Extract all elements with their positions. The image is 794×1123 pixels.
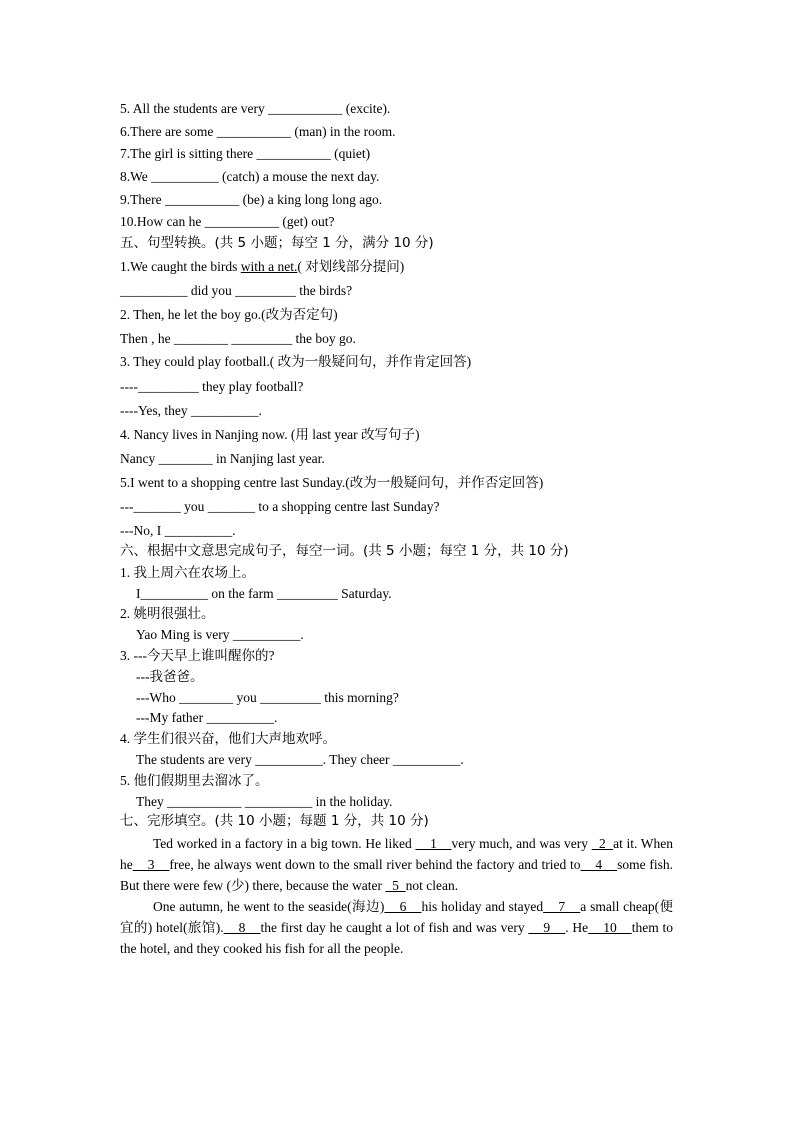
transform-item-5: 5.I went to a shopping centre last Sunday.(改为一般疑问句，并作否定回答) xyxy=(120,475,544,490)
translate-item-1-chinese: 1. 我上周六在农场上。 xyxy=(120,565,255,580)
transform-item-4-answer: Nancy ________ in Nanjing last year. xyxy=(120,451,325,466)
cloze-text: very much, and was very xyxy=(451,836,592,851)
cloze-text: his holiday and stayed xyxy=(421,899,544,914)
translate-item-3-chinese: 3. ---今天早上谁叫醒你的? xyxy=(120,648,275,663)
translate-item-2-english: Yao Ming is very __________. xyxy=(136,627,304,642)
cloze-passage xyxy=(120,833,673,959)
transform-item-3: 3. They could play football.( 改为一般疑问句，并作肯定回答) xyxy=(120,354,472,369)
cloze-text: One autumn, he went to the seaside(海边) xyxy=(153,899,385,914)
translate-item-4-chinese: 4. 学生们很兴奋，他们大声地欢呼。 xyxy=(120,731,336,746)
cloze-blank-4: 4 xyxy=(580,857,618,872)
cloze-text: not clean. xyxy=(405,878,459,893)
translate-item-1-english: I__________ on the farm _________ Saturday. xyxy=(136,586,392,601)
cloze-blank-10: 10 xyxy=(588,920,632,935)
cloze-text: . He xyxy=(565,920,589,935)
section-7-heading: 七、完形填空。(共 10 小题；每题 1 分，共 10 分) xyxy=(120,813,429,829)
transform-item-1-text: 1.We caught the birds xyxy=(120,259,241,274)
underlined-phrase: with a net. xyxy=(240,259,298,274)
cloze-text: free, he always went down to the small river behind the factory and tried to xyxy=(169,857,581,872)
fill-in-item-10: 10.How can he ___________ (get) out? xyxy=(120,214,335,229)
transform-item-1 xyxy=(120,258,404,276)
cloze-text: the first day he caught a lot of fish and was very xyxy=(260,920,529,935)
cloze-blank-2: 2 xyxy=(591,836,614,851)
transform-item-5-question: ---_______ you _______ to a shopping centre last Sunday? xyxy=(120,499,440,514)
transform-item-3-question: ----_________ they play football? xyxy=(120,379,304,394)
translate-item-5-chinese: 5. 他们假期里去溜冰了。 xyxy=(120,773,269,788)
translate-item-3-english: ---Who ________ you _________ this morning? xyxy=(136,690,399,705)
transform-item-2: 2. Then, he let the boy go.(改为否定句) xyxy=(120,307,338,322)
transform-item-4: 4. Nancy lives in Nanjing now. (用 last year 改写句子) xyxy=(120,427,420,442)
translate-item-2-chinese: 2. 姚明很强壮。 xyxy=(120,606,215,621)
cloze-text: at it. When he xyxy=(120,836,674,872)
translate-item-3-chinese-reply: ---我爸爸。 xyxy=(136,669,204,684)
cloze-text: Ted worked in a factory in a big town. He liked xyxy=(153,836,416,851)
transform-item-2-answer: Then , he ________ _________ the boy go. xyxy=(120,331,356,346)
section-6-heading: 六、根据中文意思完成句子，每空一词。(共 5 小题；每空 1 分，共 10 分) xyxy=(120,543,569,559)
cloze-blank-8: 8 xyxy=(223,920,261,935)
fill-in-item-7: 7.The girl is sitting there ___________ (quiet) xyxy=(120,146,371,161)
translate-item-4-english: The students are very __________. They cheer __________. xyxy=(136,752,464,767)
fill-in-item-9: 9.There ___________ (be) a king long long ago. xyxy=(120,192,383,207)
cloze-blank-9: 9 xyxy=(528,920,566,935)
fill-in-item-5: 5. All the students are very ___________ (excite). xyxy=(120,101,391,116)
cloze-blank-5: 5 xyxy=(385,878,406,893)
cloze-paragraph-2 xyxy=(120,896,673,959)
cloze-text: a small cheap(便宜的) hotel(旅馆). xyxy=(120,899,674,935)
translate-item-5-english: They ___________ __________ in the holiday. xyxy=(136,794,393,809)
cloze-text: some fish. But there were few (少) there, because the water xyxy=(120,857,673,893)
section-5-heading: 五、句型转换。(共 5 小题；每空 1 分，满分 10 分) xyxy=(120,235,434,251)
transform-item-1-instruction: ( 对划线部分提问) xyxy=(297,259,405,274)
translate-item-3-english-reply: ---My father __________. xyxy=(136,710,278,725)
cloze-paragraph-1 xyxy=(120,833,673,896)
cloze-text: them to the hotel, and they cooked his fish for all the people. xyxy=(120,920,674,956)
transform-item-1-answer: __________ did you _________ the birds? xyxy=(120,283,353,298)
transform-item-3-reply: ----Yes, they __________. xyxy=(120,403,262,418)
cloze-blank-7: 7 xyxy=(543,899,581,914)
fill-in-item-6: 6.There are some ___________ (man) in the room. xyxy=(120,124,396,139)
cloze-blank-1: 1 xyxy=(415,836,452,851)
fill-in-item-8: 8.We __________ (catch) a mouse the next day. xyxy=(120,169,380,184)
cloze-blank-6: 6 xyxy=(384,899,422,914)
cloze-blank-3: 3 xyxy=(132,857,170,872)
transform-item-5-reply: ---No, I __________. xyxy=(120,523,236,538)
